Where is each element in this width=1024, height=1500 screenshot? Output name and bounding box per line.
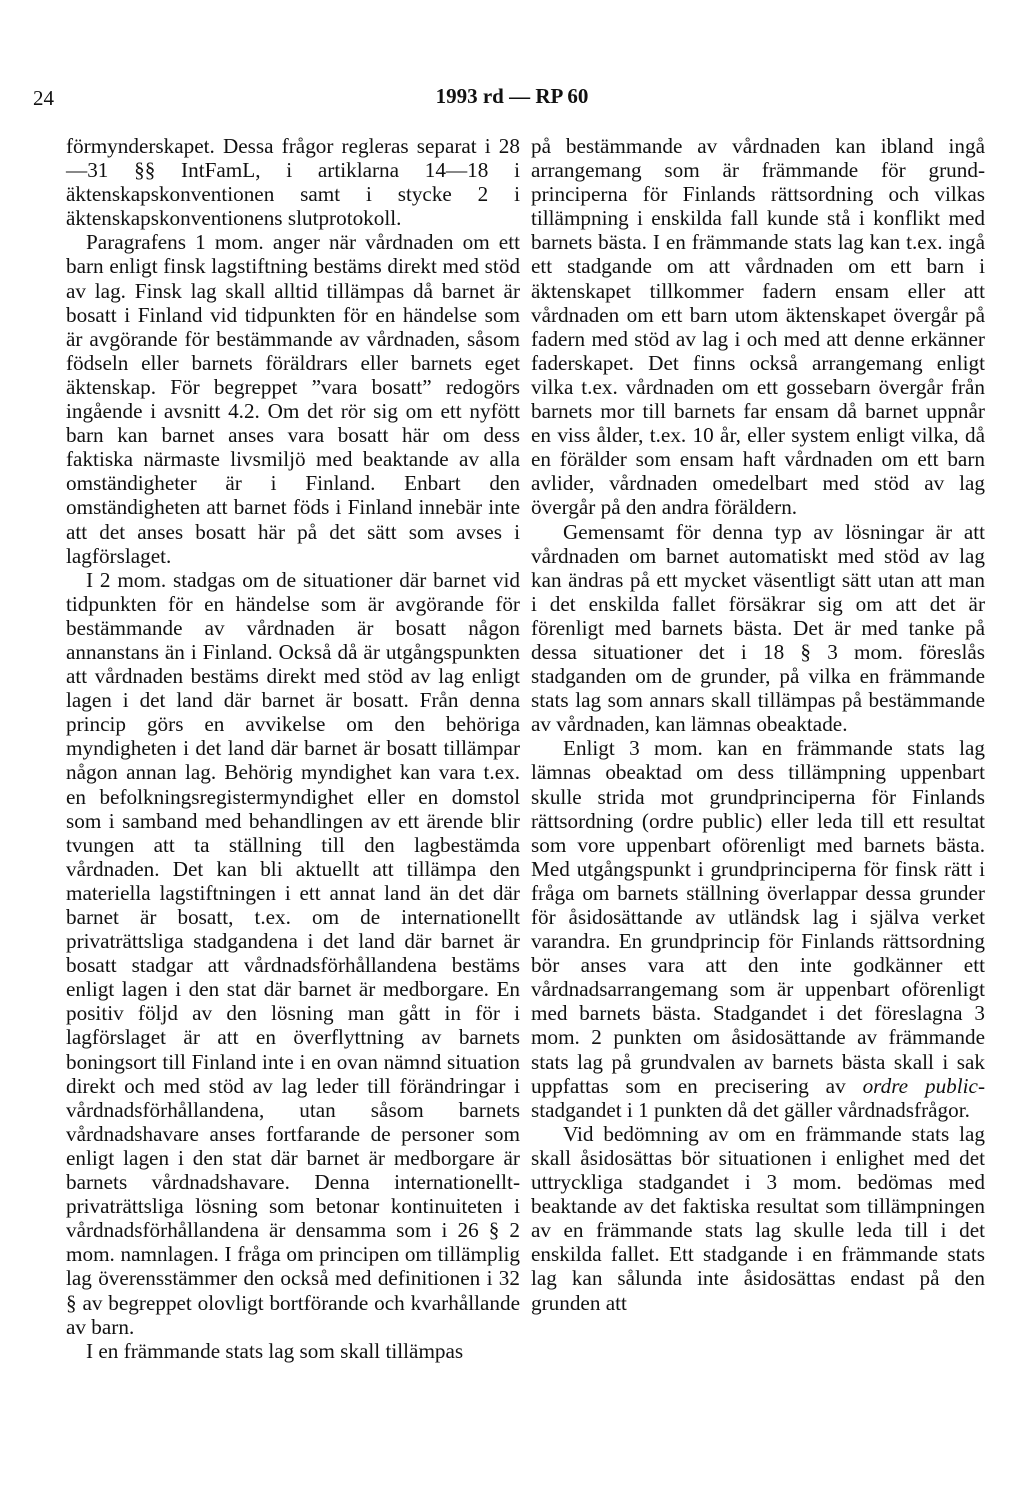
page-number: 24 bbox=[33, 86, 54, 110]
right-column bbox=[531, 134, 985, 1315]
paragraph: I en främmande stats lag som skall tillämpas bbox=[86, 1338, 464, 1363]
paragraph: Paragrafens 1 mom. anger när vårdnaden om ett barn enligt finsk lagstiftning bestäms direkt med stöd av lag. Finsk lag skall alltid tillämpas då barnet är bosatt i Finland vid tidpunkten för en händelse som är avgörande för bestämmande av vårdnaden, såsom födseln eller barnets föräldrars eller barnets eget äktenskap. För begreppet ”vara bosatt” redogörs ingående i avsnitt 4.2. Om det rör sig om ett nyfött barn kan barnet anses vara bosatt här om dess faktiska närmaste livsmiljö med beaktande av alla omständigheter är i Finland. Enbart den omständigheten att barnet föds i Finland innebär inte att det anses bosatt här på det sätt som avses i lagförslaget. bbox=[66, 230, 520, 568]
paragraph: Gemensamt för denna typ av lösningar är att vårdnaden om barnet automatiskt med stöd av lag kan ändras på ett mycket väsentligt sätt utan att man i det enskilda fallet försäkrar sig om att det är förenligt med barnets bästa. Det är med tanke på dessa situationer det i 18 § 3 mom. föreslås stadganden om de grunder, på vilka en främmande stats lag som annars skall tillämpas på bestämmande av vårdnaden, kan lämnas obeaktade. bbox=[531, 519, 985, 737]
left-column bbox=[66, 134, 520, 1363]
paragraph: I 2 mom. stadgas om de situationer där barnet vid tidpunkten för en händelse som är avgörande för bestämmande av vårdnaden är bosatt någon annanstans än i Finland. Också då är utgångspunkten att vårdnaden bestäms direkt med stöd av lag enligt lagen i det land där barnet är bosatt. Från denna princip görs en avvikelse om den behöriga myndigheten i det land där barnet är bosatt tillämpar någon annan lag. Behörig myndighet kan vara t.ex. en befolkningsregistermyndighet eller en domstol som i samband med behandlingen av ett ärende blir tvungen att ta ställning till den lagbestämda vårdnaden. Det kan bli aktuellt att tillämpa den materiella lagstiftningen i ett annat land än det där barnet är bosatt, t.ex. om de internationellt privaträttsliga stadgandena i det land där barnet är bosatt stadgar att vårdnadsförhållandena bestäms enligt lagen i den stat där barnet är medborgare. En positiv följd av den lösning man gått in för i lagförslaget är att en överflyttning av barnets boningsort till Finland inte i en ovan nämnd situation direkt och med stöd av lag leder till förändringar i vårdnadsförhållandena, utan såsom barnets vårdnadshavare anses fortfarande de personer som enligt lagen i den stat där barnet är medborgare är barnets vårdnadshavare. Denna internationelltprivaträttsliga lösning som betonar kontinuiteten i vårdnadsförhållandena är densamma som i 26 § 2 mom. namnlagen. I fråga om principen om tillämplig lag överensstämmer den också med definitionen i 32 § av begreppet olovligt bortförande och kvarhållande av barn. bbox=[66, 567, 520, 1339]
paragraph: Vid bedömning av om en främmande stats lag skall åsidosättas bör situationen i enlighet med det uttryckliga stadgandet i 3 mom. bedömas med beaktande av det faktiska resultat som tillämpningen av en främmande stats lag skulle leda till i det enskilda fallet. Ett stadgande i en främmande stats lag kan sålunda inte åsidosättas endast på den grunden att bbox=[531, 1121, 985, 1315]
running-header: 1993 rd — RP 60 bbox=[435, 84, 589, 108]
paragraph-text: Enligt 3 mom. kan en främmande stats lag lämnas obeaktad om dess tillämpning uppenbart skulle strida mot grundprinciperna för Finlands rättsordning (ordre public) eller leda till ett resultat som vore uppenbart oförenligt med barnets bästa. Med utgångspunkt i grundprinciperna för finsk rätt i fråga om barnets ställning överlappar dessa grunder för åsidosättande av utländsk lag i själva verket varandra. En grundprincip för Finlands rättsordning bör anses vara att den inte godkänner ett vårdnadsarrangemang som är uppenbart oförenligt med barnets bästa. Stadgandet i det föreslagna 3 mom. 2 punkten om åsidosättande av främmande stats lag på grundvalen av barnets bästa skall i sak uppfattas som en precisering av bbox=[531, 736, 985, 1098]
paragraph: på bestämmande av vårdnaden kan ibland ingå arrangemang som är främmande för grundprinciperna för Finlands rättsordning och vilkas tillämpning i enskilda fall kunde stå i konflikt med barnets bästa. I en främmande stats lag kan t.ex. ingå ett stadgande om att vårdnaden om ett barn i äktenskapet tillkommer fadern ensam eller att vårdnaden om ett barn utom äktenskapet övergår på fadern med stöd av lag i och med att denne erkänner faderskapet. Det finns också arrangemang enligt vilka t.ex. vårdnaden om ett gossebarn övergår från barnets mor till barnets far ensam då barnet uppnår en viss ålder, t.ex. 10 år, eller system enligt vilka, då en förälder som ensam haft vårdnaden om ett barn avlider, vårdnaden omedelbart med stöd av lag övergår på den andra föräldern. bbox=[531, 134, 985, 520]
italic-term: ordre public bbox=[862, 1073, 978, 1098]
paragraph-text: -stadgandet i 1 punkten då det gäller vårdnadsfrågor. bbox=[531, 1073, 986, 1122]
paragraph: förmynderskapet. Dessa frågor regleras separat i 28—31 §§ IntFamL, i artiklarna 14—18 i äktenskapskonventionen samt i stycke 2 i äktenskapskonventionens slutprotokoll. bbox=[66, 134, 520, 231]
paragraph bbox=[531, 736, 985, 1122]
